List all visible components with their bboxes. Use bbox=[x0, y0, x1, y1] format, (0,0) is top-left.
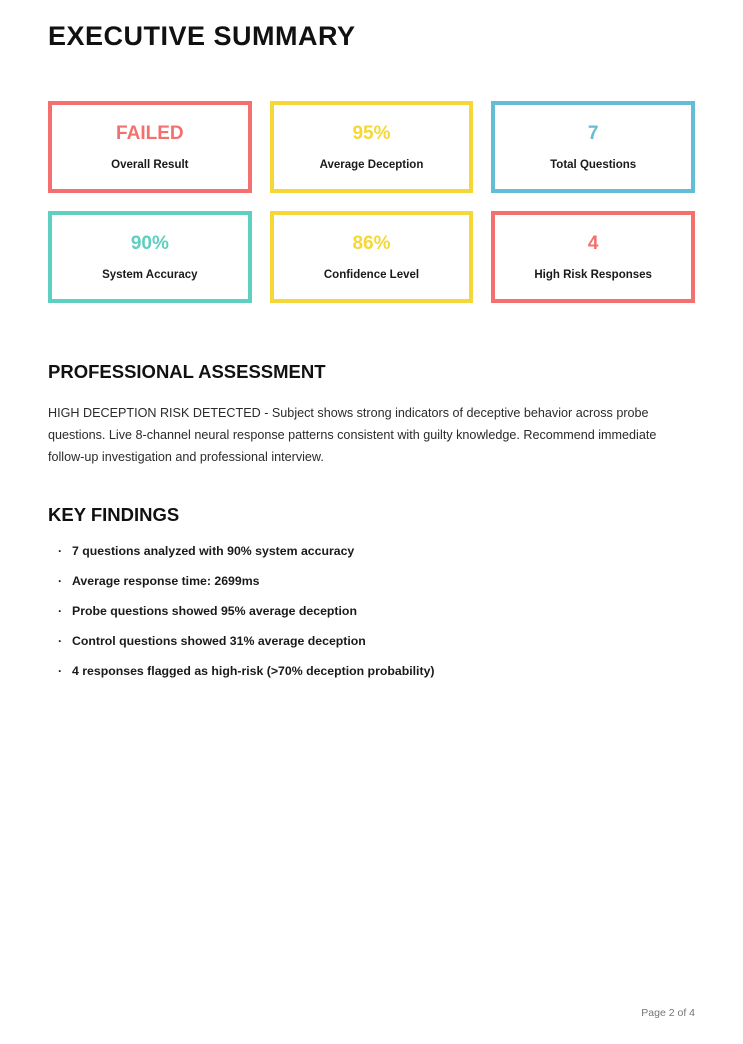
bullet-icon: · bbox=[58, 634, 63, 649]
list-item-text: 4 responses flagged as high-risk (>70% deception probability) bbox=[72, 664, 435, 679]
professional-assessment-section bbox=[48, 361, 695, 468]
list-item bbox=[48, 574, 695, 588]
bullet-icon: · bbox=[58, 544, 63, 559]
summary-card-overall-result bbox=[48, 101, 252, 193]
list-item bbox=[48, 604, 695, 618]
assessment-body: HIGH DECEPTION RISK DETECTED - Subject shows strong indicators of deceptive behavior across probe questions. Live 8-channel neural response patterns consistent with guilty knowledge. Recommend immediate follow-up investigation and professional interview. bbox=[48, 406, 657, 464]
summary-card-system-accuracy bbox=[48, 211, 252, 303]
list-item-text: 7 questions analyzed with 90% system accuracy bbox=[72, 544, 355, 559]
summary-card-value: FAILED bbox=[116, 122, 184, 144]
assessment-heading: PROFESSIONAL ASSESSMENT bbox=[48, 361, 326, 383]
findings-heading: KEY FINDINGS bbox=[48, 504, 180, 526]
summary-card-label: Total Questions bbox=[550, 158, 637, 171]
list-item bbox=[48, 634, 695, 648]
summary-card-label: High Risk Responses bbox=[534, 268, 652, 281]
list-item-text: Control questions showed 31% average deception bbox=[72, 634, 366, 649]
bullet-icon: · bbox=[58, 574, 63, 589]
summary-card-label: Overall Result bbox=[111, 158, 189, 171]
list-item-text: Average response time: 2699ms bbox=[72, 574, 260, 589]
summary-card-value: 95% bbox=[352, 122, 391, 144]
summary-card-value: 86% bbox=[352, 232, 391, 254]
summary-card-label: System Accuracy bbox=[102, 268, 198, 281]
summary-cards-grid bbox=[48, 101, 695, 303]
summary-card-value: 90% bbox=[130, 232, 169, 254]
list-item bbox=[48, 544, 695, 558]
findings-list bbox=[48, 544, 695, 678]
bullet-icon: · bbox=[58, 664, 63, 679]
list-item-text: Probe questions showed 95% average deception bbox=[72, 604, 357, 619]
summary-card-value: 7 bbox=[587, 122, 599, 144]
key-findings-section bbox=[48, 504, 695, 678]
summary-card-high-risk-responses bbox=[491, 211, 695, 303]
summary-card-label: Confidence Level bbox=[323, 268, 420, 281]
summary-card-value: 4 bbox=[587, 232, 599, 254]
summary-card-label: Average Deception bbox=[319, 158, 424, 171]
summary-card-average-deception bbox=[270, 101, 474, 193]
page-footer: Page 2 of 4 bbox=[641, 1007, 695, 1019]
list-item bbox=[48, 664, 695, 678]
summary-card-confidence-level bbox=[270, 211, 474, 303]
bullet-icon: · bbox=[58, 604, 63, 619]
page-title: EXECUTIVE SUMMARY bbox=[48, 21, 356, 51]
summary-card-total-questions bbox=[491, 101, 695, 193]
